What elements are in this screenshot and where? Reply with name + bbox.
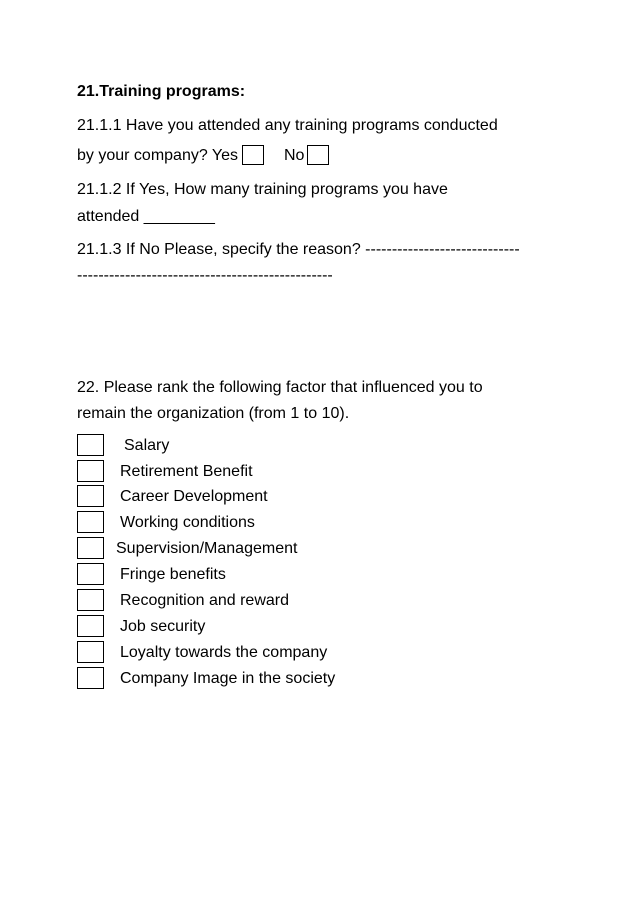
rank-input-box[interactable] [77,641,104,663]
rank-input-box[interactable] [77,460,104,482]
factor-label: Career Development [120,488,268,505]
rank-input-box[interactable] [77,615,104,637]
question-21-1-2-text: 21.1.2 If Yes, How many training programs you have [77,181,448,198]
question-21-1-2-answer-line: attended ________ [77,208,215,225]
factor-label: Fringe benefits [120,566,226,583]
rank-input-box[interactable] [77,485,104,507]
factor-label: Job security [120,618,206,635]
section-21-heading: 21.Training programs: [77,83,246,100]
factor-label: Supervision/Management [116,540,298,557]
rank-input-box[interactable] [77,537,104,559]
factor-label: Retirement Benefit [120,463,253,480]
factor-label: Company Image in the society [120,670,336,687]
factor-label: Salary [124,437,170,454]
rank-input-box[interactable] [77,667,104,689]
factor-label: Working conditions [120,514,255,531]
no-label: No [284,147,305,164]
rank-input-box[interactable] [77,511,104,533]
rank-input-box[interactable] [77,563,104,585]
no-checkbox[interactable] [307,145,329,165]
question-21-1-3-text: 21.1.3 If No Please, specify the reason? ----------------------------- [77,241,520,258]
rank-input-box[interactable] [77,434,104,456]
question-21-1-1-line2 [77,145,329,166]
factor-label: Loyalty towards the company [120,644,328,661]
yes-label: by your company? Yes [77,147,238,164]
question-21-1-1-text: 21.1.1 Have you attended any training programs conducted [77,117,498,134]
question-22-text-line2: remain the organization (from 1 to 10). [77,405,350,422]
factor-label: Recognition and reward [120,592,289,609]
yes-checkbox[interactable] [242,145,264,165]
question-22-text: 22. Please rank the following factor that influenced you to [77,379,483,396]
question-21-1-3-answer-line: ------------------------------------------------ [77,267,333,284]
rank-input-box[interactable] [77,589,104,611]
